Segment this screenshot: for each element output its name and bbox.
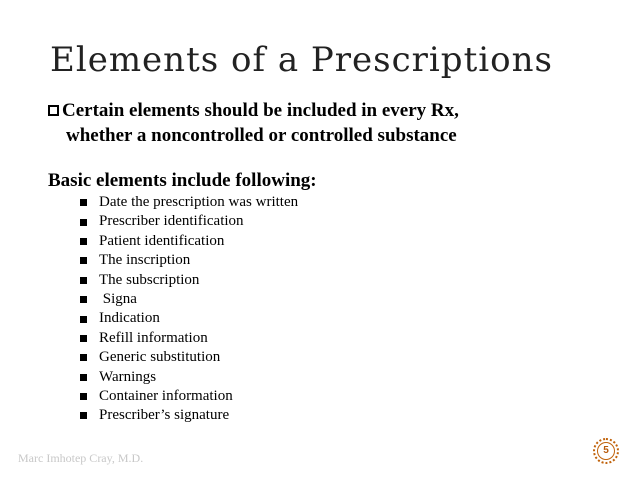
list-item: Warnings <box>80 368 298 387</box>
slide-title: Elements of a Prescriptions <box>50 40 553 80</box>
elements-list <box>80 193 298 426</box>
lead-statement <box>48 98 608 148</box>
author-footer: Marc Imhotep Cray, M.D. <box>18 451 144 465</box>
square-bullet-icon <box>80 257 87 264</box>
page-number: 5 <box>597 442 615 460</box>
list-item: The subscription <box>80 271 298 290</box>
square-bullet-icon <box>80 374 87 381</box>
square-bullet-icon <box>80 316 87 323</box>
list-item: Patient identification <box>80 232 298 251</box>
square-bullet-icon <box>80 219 87 226</box>
list-item: Prescriber’s signature <box>80 406 298 425</box>
square-bullet-icon <box>80 335 87 342</box>
checkbox-bullet-icon <box>48 105 59 116</box>
square-bullet-icon <box>80 199 87 206</box>
square-bullet-icon <box>80 412 87 419</box>
basic-elements-heading: Basic elements include following: <box>48 170 317 191</box>
lead-line-1: Certain elements should be included in every Rx, <box>62 100 459 121</box>
list-item: Date the prescription was written <box>80 193 298 212</box>
lead-line-2: whether a noncontrolled or controlled substance <box>66 125 457 146</box>
page-number-badge <box>593 438 619 464</box>
list-item: Refill information <box>80 329 298 348</box>
list-item: Generic substitution <box>80 348 298 367</box>
list-item: Signa <box>80 290 298 309</box>
square-bullet-icon <box>80 393 87 400</box>
square-bullet-icon <box>80 354 87 361</box>
list-item: Prescriber identification <box>80 212 298 231</box>
square-bullet-icon <box>80 238 87 245</box>
list-item: The inscription <box>80 251 298 270</box>
square-bullet-icon <box>80 296 87 303</box>
list-item: Indication <box>80 309 298 328</box>
square-bullet-icon <box>80 277 87 284</box>
list-item: Container information <box>80 387 298 406</box>
